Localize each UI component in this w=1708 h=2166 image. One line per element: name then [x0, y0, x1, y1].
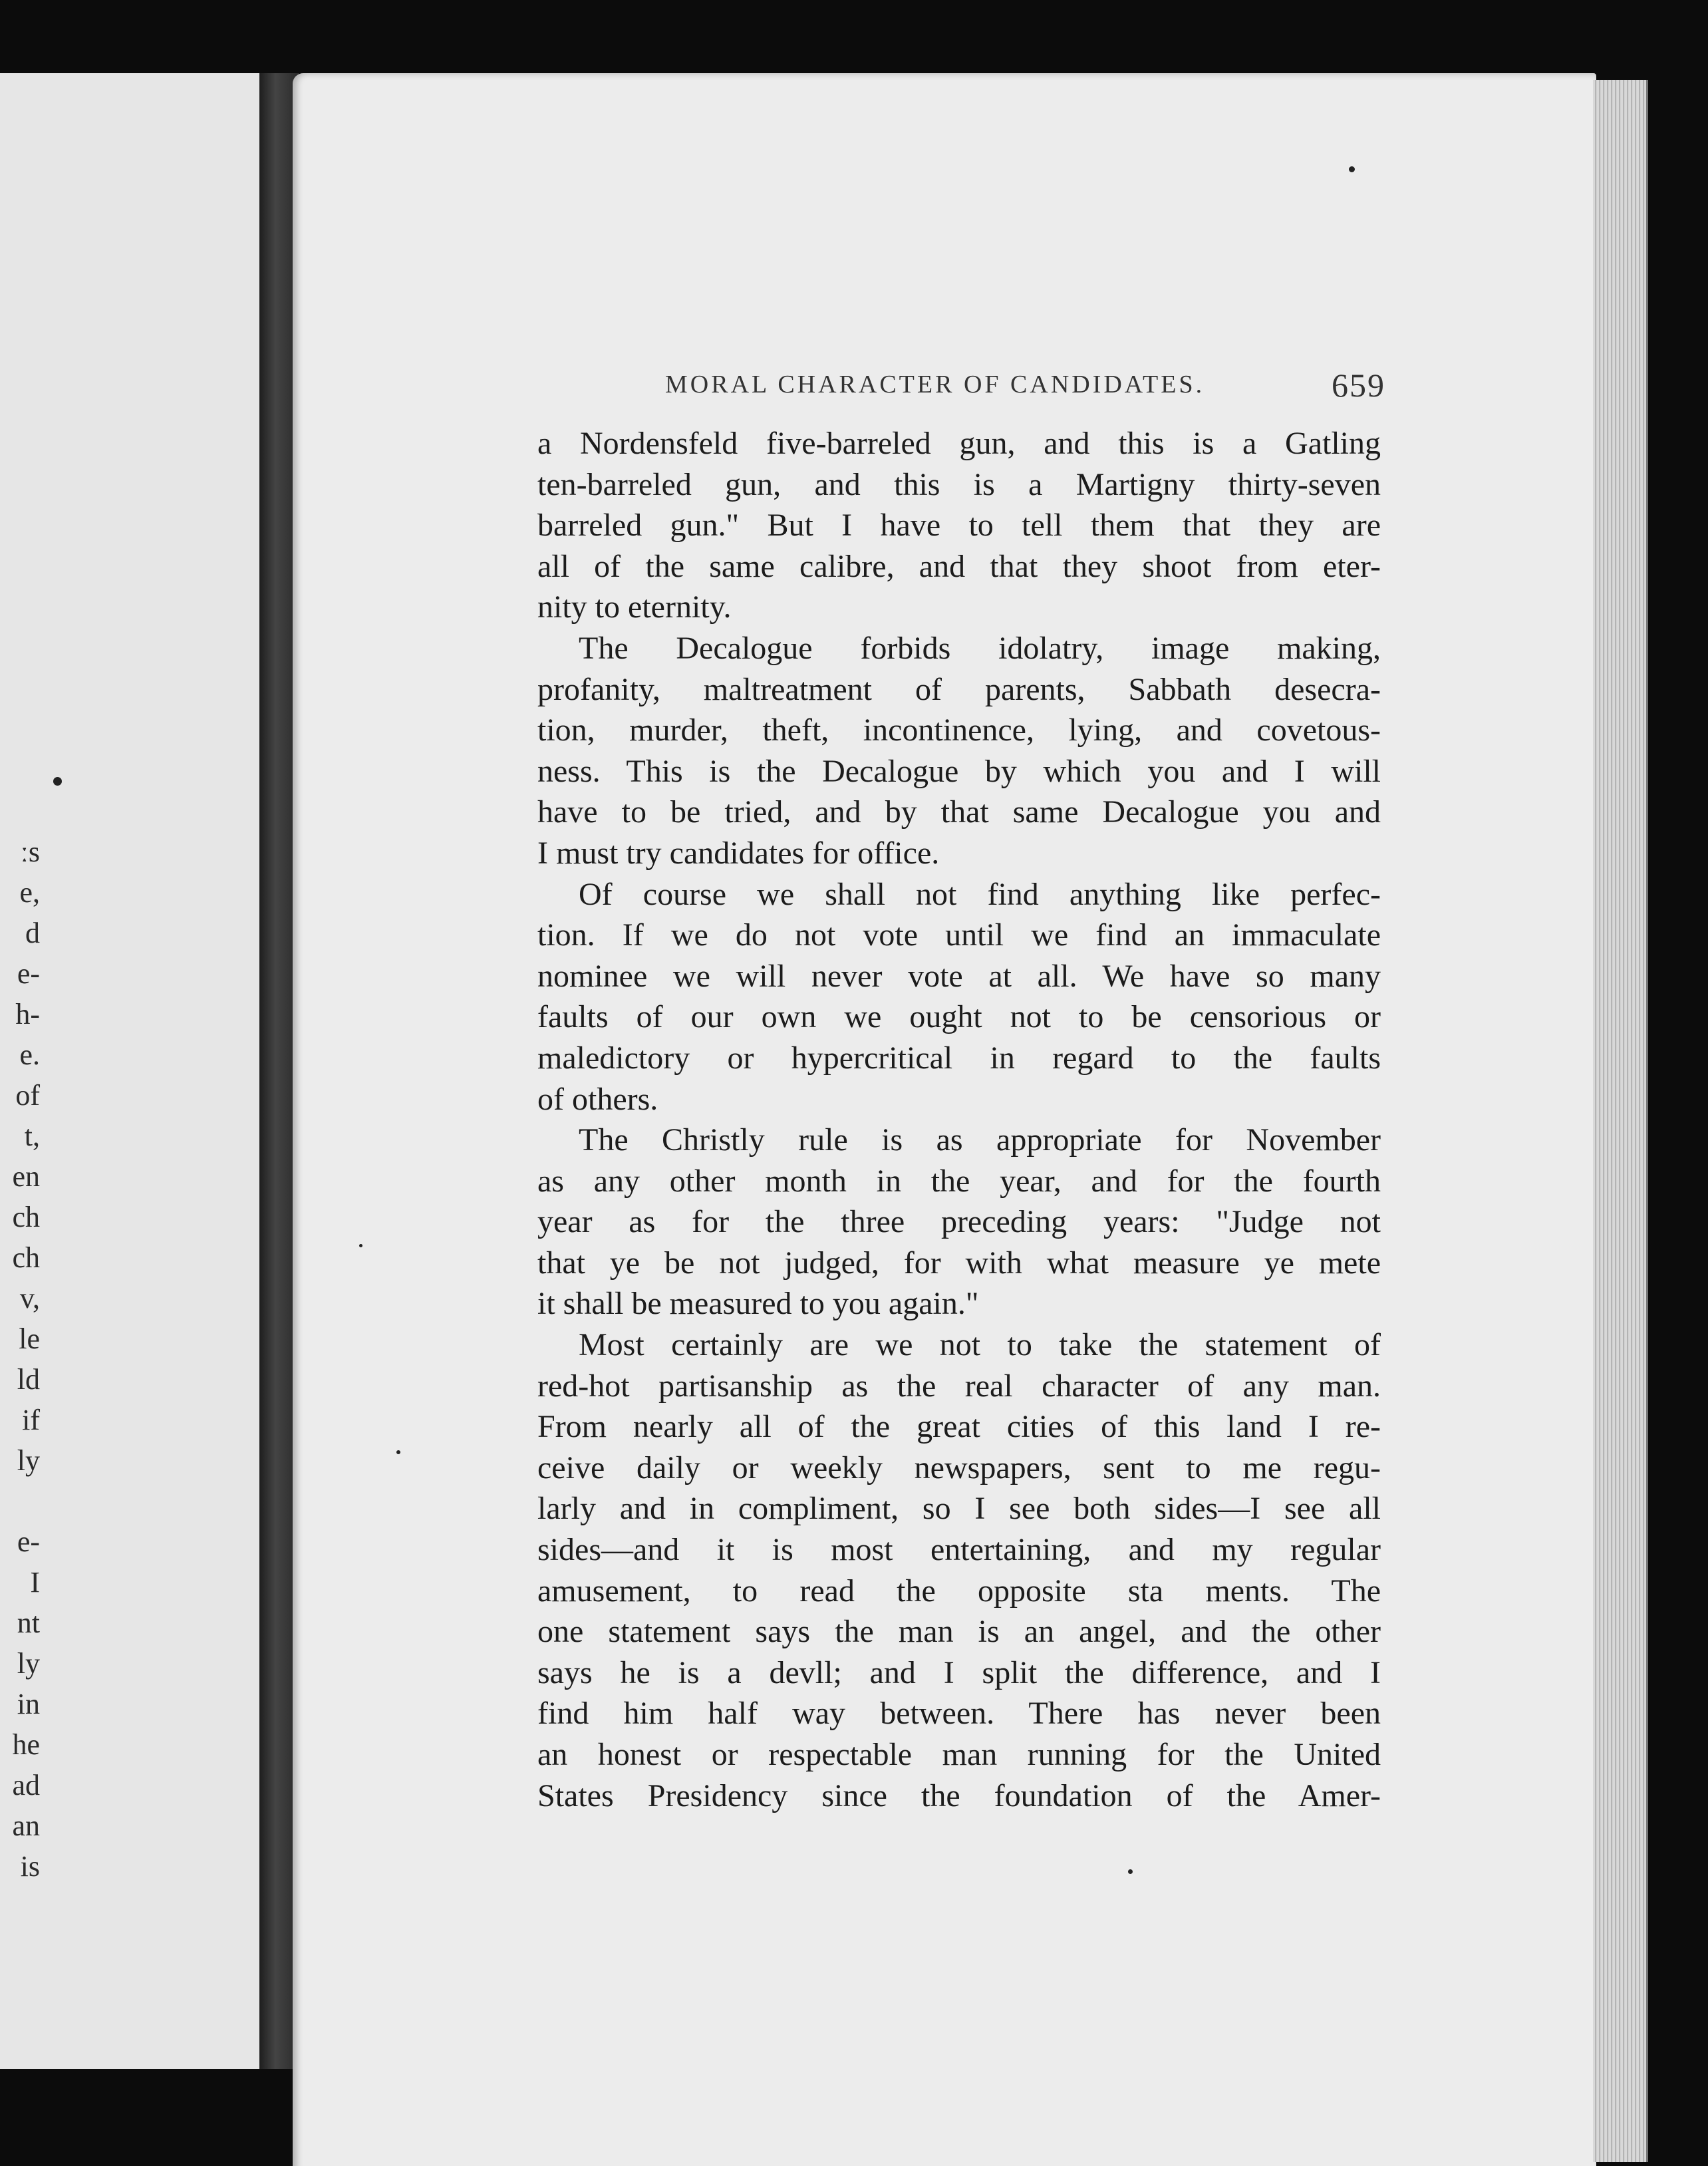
- left-facing-page: [0, 73, 273, 2069]
- left-page-fragment: ch: [12, 1241, 40, 1274]
- text-line: of others.: [537, 1081, 658, 1117]
- dust-speck: [396, 1450, 400, 1454]
- text-line: ceive daily or weekly newspapers, sent to me regu-: [537, 1450, 1381, 1485]
- text-line: red-hot partisanship as the real character of any man.: [537, 1368, 1381, 1404]
- dust-speck: [1349, 166, 1355, 172]
- text-line: year as for the three preceding years: "Judge not: [537, 1204, 1381, 1240]
- dust-speck: [359, 1244, 362, 1247]
- text-line: find him half way between. There has never been: [537, 1696, 1381, 1732]
- left-page-fragment: [0, 1481, 40, 1521]
- ink-spot: [53, 777, 62, 786]
- text-line: as any other month in the year, and for the fourth: [537, 1163, 1381, 1199]
- dust-speck: [1128, 1869, 1133, 1874]
- left-page-fragment: ld: [17, 1363, 40, 1396]
- text-line: nominee we will never vote at all. We have so many: [537, 958, 1381, 994]
- body-text: [537, 423, 1381, 1816]
- left-page-fragment: is: [20, 1850, 40, 1883]
- text-line: a Nordensfeld five-barreled gun, and this is a Gatling: [537, 426, 1381, 461]
- text-line: amusement, to read the opposite sta ments. The: [537, 1573, 1381, 1609]
- left-page-fragment: ly: [17, 1444, 40, 1477]
- left-page-fragment: e,: [19, 876, 40, 909]
- text-line: faults of our own we ought not to be censorious or: [537, 999, 1381, 1035]
- left-page-fragment: he: [12, 1728, 40, 1761]
- left-page-fragment: ad: [12, 1769, 40, 1801]
- page-number: 659: [1332, 367, 1385, 404]
- left-page-fragment: e-: [17, 957, 40, 990]
- left-page-fragment: d: [25, 917, 40, 949]
- text-line: sides—and it is most entertaining, and my regular: [537, 1532, 1381, 1568]
- left-page-fragment: ch: [12, 1201, 40, 1233]
- left-page-fragment: of: [15, 1079, 40, 1112]
- text-line: nity to eternity.: [537, 589, 732, 625]
- text-line: maledictory or hypercritical in regard to the faults: [537, 1040, 1381, 1076]
- text-line: Most certainly are we not to take the statement of: [579, 1327, 1381, 1363]
- left-page-fragment: en: [12, 1160, 40, 1193]
- text-line: an honest or respectable man running for the United: [537, 1737, 1381, 1772]
- text-line: States Presidency since the foundation of the Amer-: [537, 1778, 1381, 1813]
- text-line: From nearly all of the great cities of this land I re-: [537, 1409, 1381, 1445]
- left-page-fragment: an: [12, 1809, 40, 1842]
- text-line: have to be tried, and by that same Decalogue you and: [537, 794, 1381, 830]
- text-line: tion. If we do not vote until we find an immaculate: [537, 917, 1381, 953]
- text-line: ness. This is the Decalogue by which you and I will: [537, 753, 1381, 789]
- text-line: I must try candidates for office.: [537, 835, 940, 871]
- left-page-fragment: I: [30, 1566, 40, 1599]
- text-line: The Christly rule is as appropriate for November: [579, 1122, 1381, 1158]
- text-line: Of course we shall not find anything like perfec-: [579, 876, 1381, 912]
- left-page-text-fragments: [0, 832, 40, 1887]
- text-line: profanity, maltreatment of parents, Sabbath desecra-: [537, 671, 1381, 707]
- left-page-fragment: e.: [19, 1038, 40, 1071]
- left-page-fragment: t,: [24, 1120, 40, 1152]
- text-line: ten-barreled gun, and this is a Martigny thirty-seven: [537, 466, 1381, 502]
- left-page-fragment: in: [17, 1688, 40, 1720]
- text-line: it shall be measured to you again.": [537, 1286, 979, 1322]
- text-line: says he is a devll; and I split the difference, and I: [537, 1654, 1381, 1690]
- running-head: MORAL CHARACTER OF CANDIDATES.: [665, 371, 1205, 398]
- left-page-fragment: nt: [17, 1607, 40, 1639]
- text-line: larly and in compliment, so I see both sides—I see all: [537, 1491, 1381, 1527]
- left-page-fragment: v,: [19, 1282, 40, 1315]
- page-edges: [1593, 80, 1648, 2162]
- text-line: all of the same calibre, and that they shoot from eter-: [537, 548, 1381, 584]
- text-line: The Decalogue forbids idolatry, image making,: [579, 630, 1381, 666]
- left-page-fragment: ːs: [20, 836, 40, 868]
- left-page-fragment: le: [19, 1322, 40, 1355]
- text-line: tion, murder, theft, incontinence, lying, and covetous-: [537, 712, 1381, 748]
- left-page-fragment: ly: [17, 1647, 40, 1680]
- left-page-fragment: h-: [15, 998, 40, 1030]
- text-line: that ye be not judged, for with what measure ye mete: [537, 1245, 1381, 1281]
- text-line: one statement says the man is an angel, and the other: [537, 1614, 1381, 1650]
- left-page-fragment: if: [22, 1404, 40, 1436]
- text-line: barreled gun." But I have to tell them that they are: [537, 508, 1381, 543]
- left-page-fragment: e-: [17, 1525, 40, 1558]
